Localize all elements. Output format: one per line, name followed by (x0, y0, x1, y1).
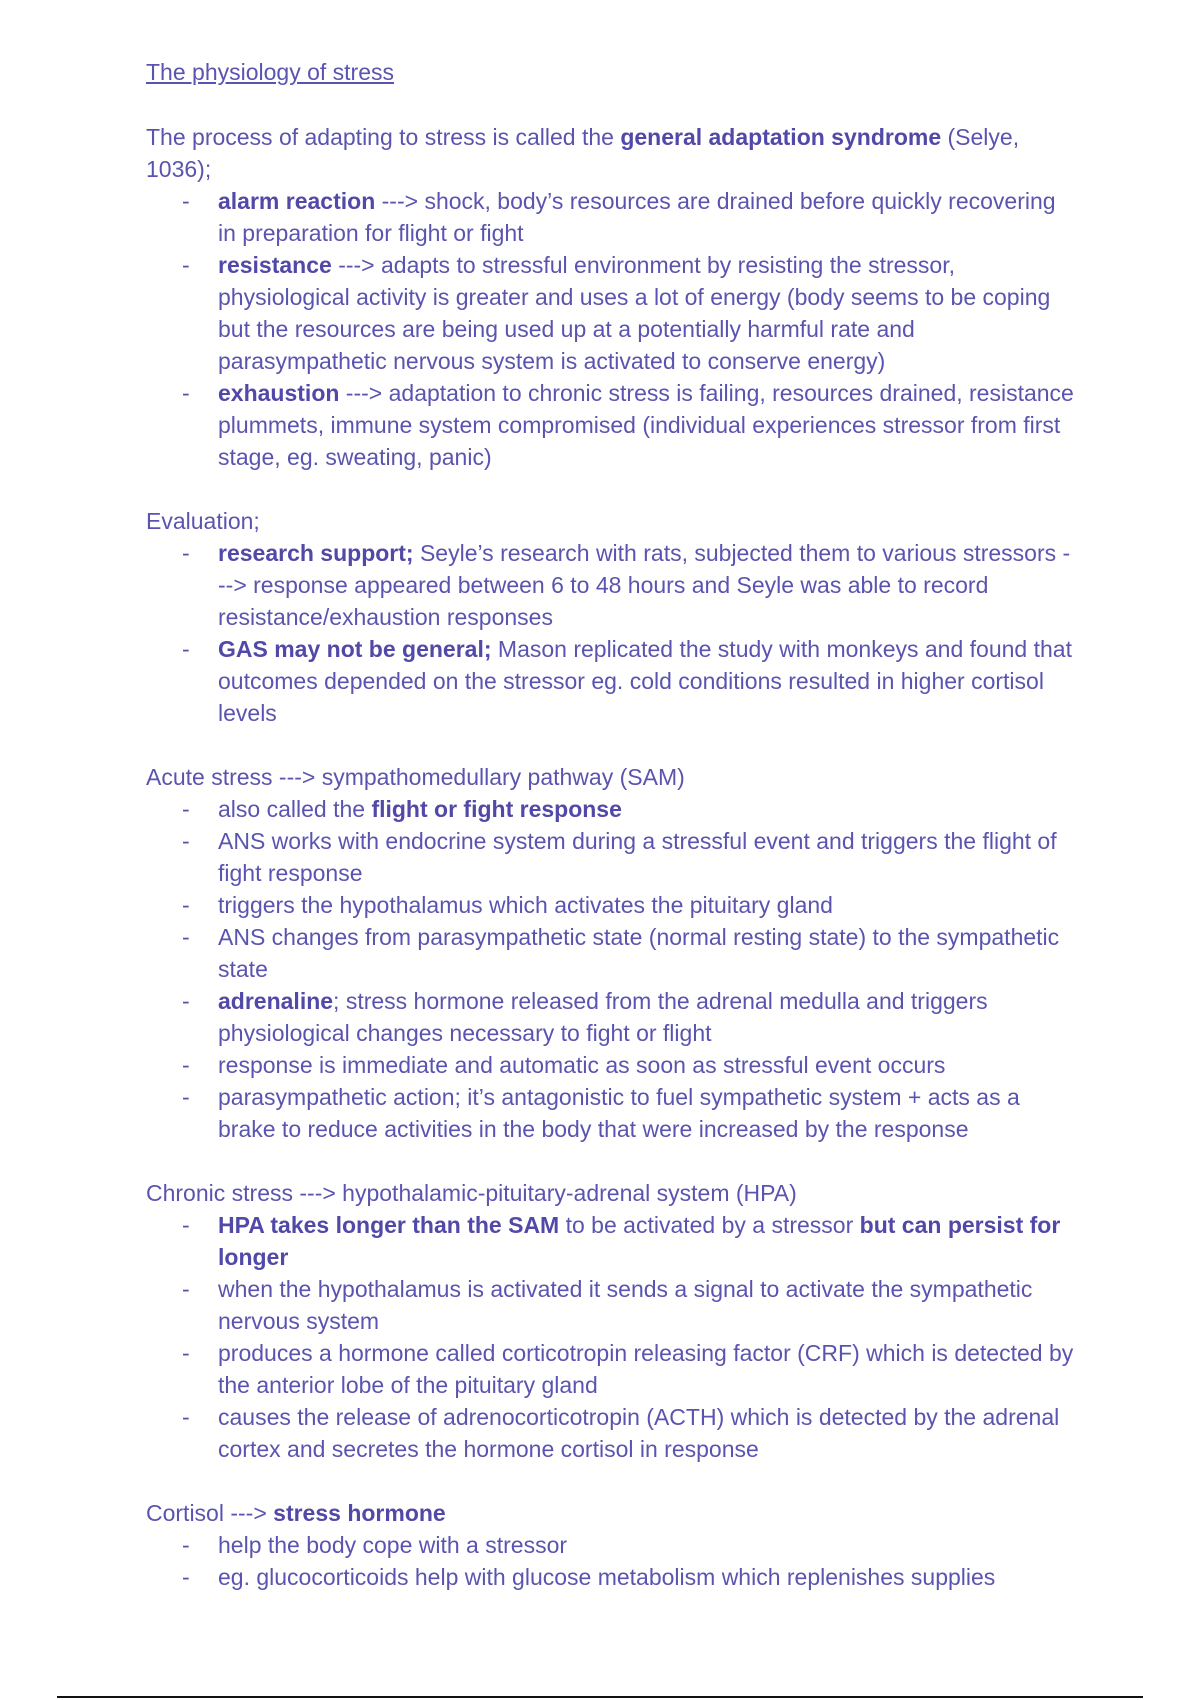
gas-intro (146, 121, 1076, 185)
list-item (146, 537, 1076, 633)
item-text: also called the (218, 796, 372, 822)
item-text: ---> adaptation to chronic stress is failing, resources drained, resistance plummets, immune system compromised (individual experiences stressor from first stage, eg. sweating, panic) (218, 380, 1074, 470)
section-chronic-stress (146, 1177, 1076, 1465)
cortisol-list (146, 1529, 1076, 1593)
section-acute-stress (146, 761, 1076, 1145)
list-item: - parasympathetic action; it’s antagonistic to fuel sympathetic system + acts as a brake to reduce activities in the body that were increased by the response (146, 1081, 1076, 1145)
list-item (146, 249, 1076, 377)
cortisol-heading (146, 1497, 1076, 1529)
item-bold: GAS may not be general; (218, 636, 492, 662)
item-text: ---> adapts to stressful environment by resisting the stressor, physiological activity is greater and uses a lot of energy (body seems to be coping but the resources are being used up at a potentially harmful rate and parasympathetic nervous system is activated to conserve energy) (218, 252, 1051, 374)
gas-list (146, 185, 1076, 473)
item-bold: research support; (218, 540, 414, 566)
list-item (146, 793, 1076, 825)
section-gas (146, 121, 1076, 473)
item-bold: but can persist for longer (218, 1212, 1061, 1270)
cortisol-heading-bold: stress hormone (273, 1500, 446, 1526)
list-item (146, 985, 1076, 1049)
list-item: - produces a hormone called corticotropin releasing factor (CRF) which is detected by the anterior lobe of the pituitary gland (146, 1337, 1076, 1401)
page-title: The physiology of stress (146, 59, 395, 85)
acute-list (146, 793, 1076, 1145)
item-text: Mason replicated the study with monkeys and found that outcomes depended on the stressor eg. cold conditions resulted in higher cortisol levels (218, 636, 1072, 726)
item-text: ; stress hormone released from the adrenal medulla and triggers physiological changes necessary to fight or flight (218, 988, 988, 1046)
list-item: - triggers the hypothalamus which activates the pituitary gland (146, 889, 1076, 921)
list-item (146, 1209, 1076, 1273)
list-item (146, 377, 1076, 473)
page-bottom-rule (57, 1696, 1143, 1698)
list-item (146, 185, 1076, 249)
item-bold: alarm reaction (218, 188, 376, 214)
list-item (146, 633, 1076, 729)
evaluation-heading: Evaluation; (146, 508, 260, 534)
item-bold: resistance (218, 252, 332, 278)
list-item: - causes the release of adrenocorticotropin (ACTH) which is detected by the adrenal cortex and secretes the hormone cortisol in response (146, 1401, 1076, 1465)
gas-intro-bold: general adaptation syndrome (620, 124, 942, 150)
cortisol-heading-text: Cortisol ---> (146, 1500, 274, 1526)
list-item: - ANS changes from parasympathetic state (normal resting state) to the sympathetic state (146, 921, 1076, 985)
list-item: - when the hypothalamus is activated it sends a signal to activate the sympathetic nervous system (146, 1273, 1076, 1337)
item-bold: adrenaline (218, 988, 334, 1014)
section-cortisol (146, 1497, 1076, 1593)
item-text: Seyle’s research with rats, subjected them to various stressors ---> response appeared between 6 to 48 hours and Seyle was able to record resistance/exhaustion responses (218, 540, 1071, 630)
list-item: - eg. glucocorticoids help with glucose metabolism which replenishes supplies (146, 1561, 1076, 1593)
list-item: - ANS works with endocrine system during a stressful event and triggers the flight of fight response (146, 825, 1076, 889)
section-evaluation (146, 505, 1076, 729)
document-page (146, 58, 1076, 1625)
item-bold: exhaustion (218, 380, 340, 406)
gas-intro-text: The process of adapting to stress is called the (146, 124, 621, 150)
acute-heading: Acute stress ---> sympathomedullary pathway (SAM) (146, 764, 685, 790)
list-item: - response is immediate and automatic as soon as stressful event occurs (146, 1049, 1076, 1081)
gas-intro-citation: (Selye, 1036); (146, 124, 1020, 182)
chronic-heading: Chronic stress ---> hypothalamic-pituitary-adrenal system (HPA) (146, 1180, 797, 1206)
list-item: - help the body cope with a stressor (146, 1529, 1076, 1561)
evaluation-list (146, 537, 1076, 729)
item-text: ---> shock, body’s resources are drained before quickly recovering in preparation for flight or fight (218, 188, 1056, 246)
chronic-list (146, 1209, 1076, 1465)
item-bold: HPA takes longer than the SAM (218, 1212, 560, 1238)
item-text: to be activated by a stressor (559, 1212, 860, 1238)
item-bold: flight or fight response (371, 796, 622, 822)
